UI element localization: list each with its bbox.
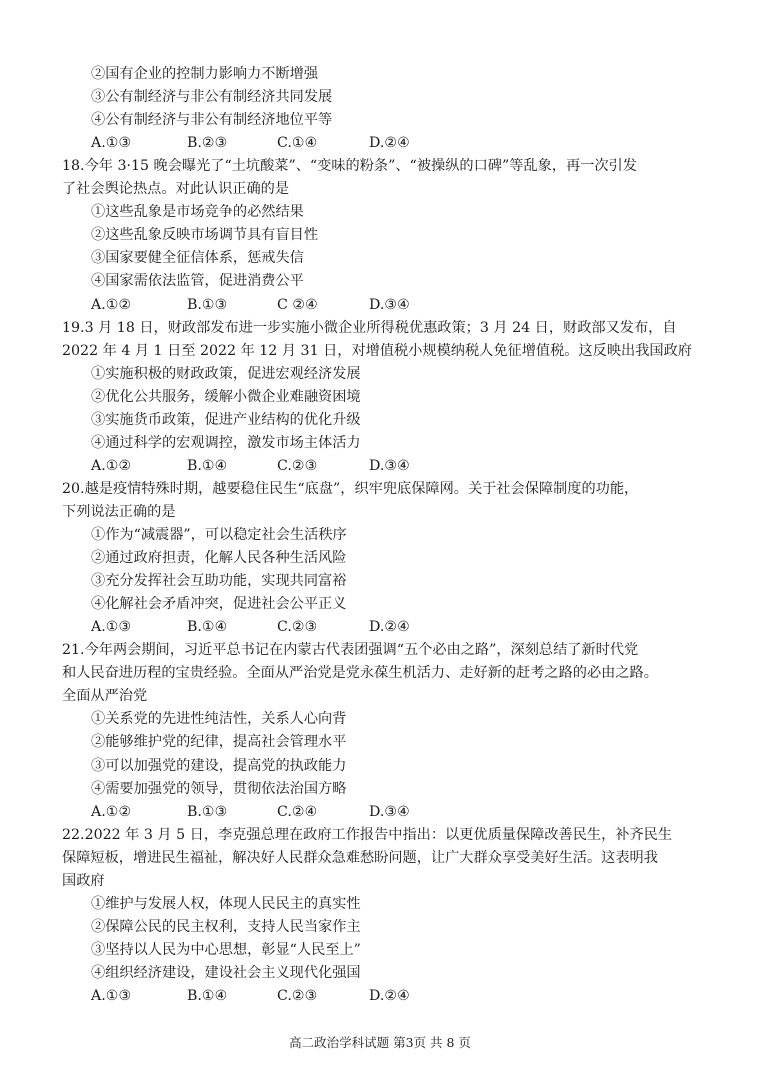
statement-item: ②能够维护党的纪律，提高社会管理水平 <box>91 734 347 750</box>
question-text: 20.越是疫情特殊时期，越要稳住民生“底盘”，织牢兜底保障网。关于社会保障制度的功能， <box>62 481 639 497</box>
statement-item: ④公有制经济与非公有制经济地位平等 <box>91 112 333 128</box>
answer-option: C ②④ <box>277 297 318 313</box>
question-text: 21.今年两会期间，习近平总书记在内蒙古代表团强调“五个必由之路”，深刻总结了新时代党 <box>62 642 639 658</box>
question-text: 19.3 月 18 日，财政部发布进一步实施小微企业所得税优惠政策；3 月 24 日，财政部又发布，自 <box>62 320 677 336</box>
question-text: 2022 年 4 月 1 日至 2022 年 12 月 31 日，对增值税小规模纳税人免征增值税。这反映出我国政府 <box>62 343 692 359</box>
statement-item: ①关系党的先进性纯洁性，关系人心向背 <box>91 711 347 727</box>
answer-option: C.②③ <box>277 458 318 474</box>
answer-option: A.①② <box>91 297 132 313</box>
question-text: 了社会舆论热点。对此认识正确的是 <box>62 181 290 197</box>
answer-option: D.③④ <box>369 458 410 474</box>
statement-item: ④通过科学的宏观调控，激发市场主体活力 <box>91 435 361 451</box>
answer-option: C.②④ <box>277 804 318 820</box>
statement-item: ②国有企业的控制力影响力不断增强 <box>91 66 319 82</box>
statement-item: ③充分发挥社会互助功能，实现共同富裕 <box>91 573 347 589</box>
answer-option: D.②④ <box>369 135 410 151</box>
statement-item: ②保障公民的民主权利，支持人民当家作主 <box>91 919 361 935</box>
answer-option: A.①③ <box>91 988 132 1004</box>
answer-option: C.②③ <box>277 988 318 1004</box>
answer-option: D.②④ <box>369 619 410 635</box>
answer-option: C.①④ <box>277 135 318 151</box>
question-text: 18.今年 3·15 晚会曝光了“土坑酸菜”、“变味的粉条”、“被操纵的口碑”等乱象，再一次引发 <box>62 158 637 174</box>
statement-item: ③公有制经济与非公有制经济共同发展 <box>91 89 333 105</box>
answer-option: D.②④ <box>369 988 410 1004</box>
statement-item: ③国家要健全征信体系，惩戒失信 <box>91 250 304 266</box>
statement-item: ④需要加强党的领导，贯彻依法治国方略 <box>91 781 347 797</box>
question-text: 和人民奋进历程的宝贵经验。全面从严治党是党永葆生机活力、走好新的赶考之路的必由之路。 <box>62 665 658 681</box>
question-text: 保障短板，增进民生福祉，解决好人民群众急难愁盼问题，让广大群众享受美好生活。这表明我 <box>62 850 658 866</box>
statement-item: ①实施积极的财政政策，促进宏观经济发展 <box>91 366 361 382</box>
answer-option: B.①④ <box>187 458 228 474</box>
answer-option: D.③④ <box>369 804 410 820</box>
statement-item: ④组织经济建设，建设社会主义现代化强国 <box>91 965 361 981</box>
statement-item: ②这些乱象反映市场调节具有盲目性 <box>91 227 319 243</box>
page-footer: 高二政治学科试题 第3页 共 8 页 <box>289 1035 471 1050</box>
statement-item: ①维护与发展人权，体现人民民主的真实性 <box>91 896 361 912</box>
answer-option: C.②③ <box>277 619 318 635</box>
statement-item: ①作为“减震器”，可以稳定社会生活秩序 <box>91 527 347 543</box>
statement-item: ④化解社会矛盾冲突，促进社会公平正义 <box>91 596 347 612</box>
statement-item: ③坚持以人民为中心思想，彰显“人民至上” <box>91 942 361 958</box>
answer-option: B.①④ <box>187 988 228 1004</box>
answer-option: A.①② <box>91 458 132 474</box>
question-text: 下列说法正确的是 <box>62 504 176 520</box>
answer-option: A.①② <box>91 804 132 820</box>
question-text: 22.2022 年 3 月 5 日，李克强总理在政府工作报告中指出：以更优质量保障改善民生，补齐民生 <box>62 827 673 843</box>
answer-option: B.②③ <box>187 135 228 151</box>
answer-option: B.①③ <box>187 804 228 820</box>
answer-option: D.③④ <box>369 297 410 313</box>
question-text: 全面从严治党 <box>62 688 148 704</box>
statement-item: ④国家需依法监管，促进消费公平 <box>91 273 304 289</box>
statement-item: ③可以加强党的建设，提高党的执政能力 <box>91 758 347 774</box>
statement-item: ②通过政府担责，化解人民各种生活风险 <box>91 550 347 566</box>
statement-item: ②优化公共服务，缓解小微企业难融资困境 <box>91 389 361 405</box>
answer-option: B.①④ <box>187 619 228 635</box>
answer-option: A.①③ <box>91 619 132 635</box>
statement-item: ①这些乱象是市场竞争的必然结果 <box>91 204 304 220</box>
statement-item: ③实施货币政策，促进产业结构的优化升级 <box>91 412 361 428</box>
answer-option: A.①③ <box>91 135 132 151</box>
question-text: 国政府 <box>62 873 105 889</box>
answer-option: B.①③ <box>187 297 228 313</box>
